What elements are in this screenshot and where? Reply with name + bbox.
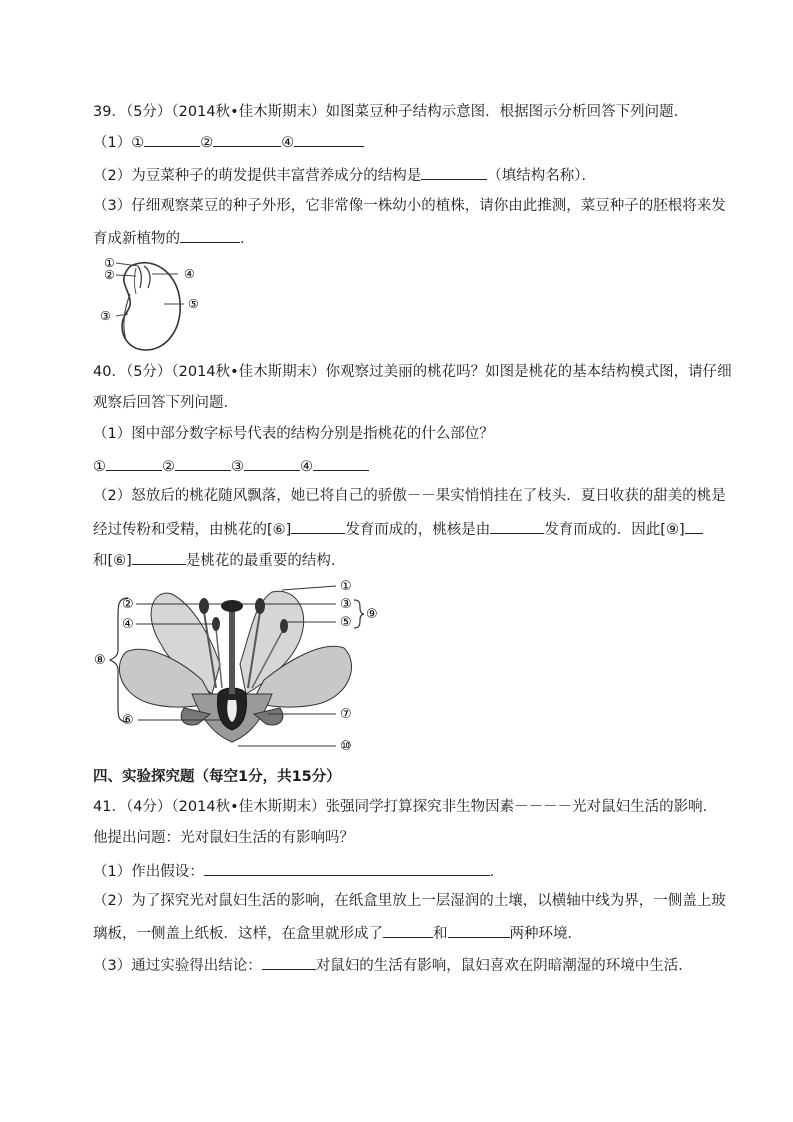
q40-part2-line2 (93, 518, 703, 540)
q41-part2-line2 (93, 922, 582, 944)
q40-m4: ④ (300, 459, 313, 475)
q39-part3-line1: （3）仔细观察菜豆的种子外形，它非常像一株幼小的植株，请你由此推测，菜豆种子的胚根将来发 (93, 198, 726, 214)
q41-part1 (93, 860, 504, 882)
fig40-label-1: ① (340, 579, 352, 594)
q39-p1-m4: ④ (281, 135, 295, 151)
fig40-label-3: ③ (340, 597, 352, 612)
q39-part2 (93, 164, 596, 186)
fig39-label-1: ① (104, 256, 115, 270)
q41-part2-line1: （2）为了探究光对鼠妇生活的影响，在纸盒里放上一层湿润的土壤，以横轴中线为界，一侧盖上玻 (93, 893, 726, 909)
q41-p1-b: ． (489, 864, 505, 880)
peach-flower-figure (92, 576, 392, 760)
q41-p2-b: 和 (433, 926, 448, 942)
answer-blank[interactable] (383, 922, 433, 938)
q40-m2: ② (162, 459, 175, 475)
q39-p2-a: （2）为豆菜种子的萌发提供丰富营养成分的结构是 (93, 168, 422, 184)
q40-p2-d: 和[⑥] (93, 553, 132, 569)
q40-part1-answers (93, 455, 369, 477)
answer-blank[interactable] (175, 455, 231, 471)
answer-blank[interactable] (448, 922, 510, 938)
answer-blank[interactable] (144, 131, 200, 147)
q41-title: 41．（4分）（2014秋•佳木斯期末）张强同学打算探究非生物因素－－－－光对鼠妇生活的影响． (93, 799, 718, 815)
q39-part3-line2 (93, 227, 255, 249)
answer-blank[interactable] (421, 164, 487, 180)
q40-title-line1: 40．（5分）（2014秋•佳木斯期末）你观察过美丽的桃花吗？如图是桃花的基本结构模式图，请仔细 (93, 364, 732, 380)
fig40-label-4: ④ (122, 617, 134, 632)
fig39-label-2: ② (104, 268, 115, 282)
q41-p2-c: 两种环境． (509, 926, 582, 942)
fig39-label-4: ④ (184, 267, 195, 281)
answer-blank[interactable] (490, 518, 544, 534)
q41-p1-a: （1）作出假设： (93, 864, 204, 880)
q40-m1: ① (93, 459, 106, 475)
q40-part2-line1: （2）怒放后的桃花随风飘落，她已将自己的骄傲－－果实悄悄挂在了枝头．夏日收获的甜美的桃是 (93, 488, 726, 504)
bean-seed-figure (96, 254, 216, 354)
q41-question: 他提出问题：光对鼠妇生活的有影响吗？ (93, 830, 354, 846)
answer-blank[interactable] (204, 860, 490, 876)
fig40-label-2: ② (122, 597, 134, 612)
section-heading: 四、实验探究题（每空1分，共15分） (93, 769, 341, 785)
answer-blank[interactable] (132, 549, 186, 565)
fig39-label-3: ③ (100, 309, 111, 323)
q40-p2-e: 是桃花的最重要的结构． (185, 553, 346, 569)
q39-p3-b: ． (240, 231, 255, 247)
fig40-label-9: ⑨ (366, 607, 378, 622)
q40-m3: ③ (231, 459, 244, 475)
q40-title-line2: 观察后回答下列问题． (93, 395, 238, 411)
answer-blank[interactable] (291, 518, 345, 534)
answer-blank[interactable] (294, 131, 364, 147)
q39-p1-prefix: （1）① (93, 135, 145, 151)
fig40-label-8: ⑧ (94, 653, 106, 668)
q39-p3-a: 育成新植物的 (93, 231, 180, 247)
q40-p2-b: 发育而成的，桃核是由 (345, 522, 491, 538)
answer-blank[interactable] (180, 227, 240, 243)
answer-blank[interactable] (685, 518, 703, 534)
q41-part3 (93, 954, 693, 976)
q39-p1-m2: ② (200, 135, 214, 151)
q41-p3-b: 对鼠妇的生活有影响，鼠妇喜欢在阴暗潮湿的环境中生活． (315, 958, 693, 974)
q39-title: 39．（5分）（2014秋•佳木斯期末）如图菜豆种子结构示意图．根据图示分析回答下列问题． (93, 104, 689, 120)
q40-part2-line3 (93, 549, 345, 571)
q41-p3-a: （3）通过实验得出结论： (93, 958, 262, 974)
answer-blank[interactable] (106, 455, 162, 471)
q40-p2-a: 经过传粉和受精，由桃花的[⑥] (93, 522, 292, 538)
fig40-label-7: ⑦ (340, 707, 352, 722)
q40-part1: （1）图中部分数字标号代表的结构分别是指桃花的什么部位？ (93, 426, 494, 442)
fig40-label-6: ⑥ (122, 713, 134, 728)
q39-p2-b: （填结构名称）． (487, 168, 596, 184)
answer-blank[interactable] (244, 455, 300, 471)
answer-blank[interactable] (262, 954, 316, 970)
q41-p2-a: 璃板，一侧盖上纸板．这样，在盒里就形成了 (93, 926, 383, 942)
q40-p2-c: 发育而成的．因此[⑨] (544, 522, 685, 538)
fig39-label-5: ⑤ (188, 297, 199, 311)
fig40-label-5: ⑤ (340, 615, 352, 630)
fig40-label-10: ⑩ (340, 739, 352, 754)
q39-part1 (93, 131, 364, 153)
answer-blank[interactable] (313, 455, 369, 471)
answer-blank[interactable] (213, 131, 281, 147)
